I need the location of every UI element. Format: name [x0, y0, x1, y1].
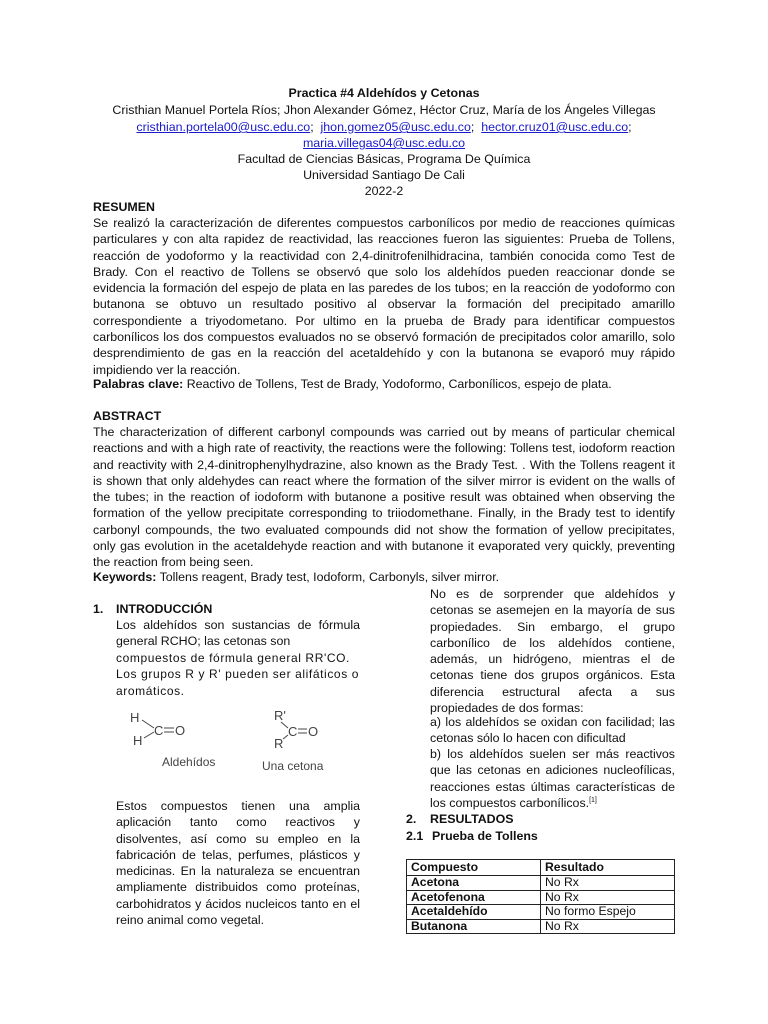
table-cell-compound: Acetona [407, 876, 541, 891]
results-number: 2. [406, 812, 417, 826]
intro-paragraph-1a: Los aldehídos son sustancias de fórmula general RCHO; las cetonas son [116, 618, 360, 649]
aldehyde-structure [128, 708, 208, 758]
intro-number: 1. [93, 602, 104, 616]
table-row [407, 890, 675, 905]
intro-paragraph-1b: compuestos de fórmula general RR'CO. Los grupos R y R' pueden ser alifáticos o aromáticos. [116, 651, 360, 698]
ketone-r: R [274, 736, 284, 751]
resumen-heading: RESUMEN [93, 200, 155, 214]
palabras-clave-label: Palabras clave: [93, 377, 184, 391]
ketone-structure [272, 706, 352, 756]
email-line-2 [90, 135, 678, 151]
table-cell-compound: Acetofenona [407, 890, 541, 905]
aldehyde-h-bottom: H [133, 733, 143, 748]
intro-point-b-text: b) los aldehídos suelen ser más reactivos que las cetonas en adiciones nucleofílicas, reacciones estas últimas características de los compuestos carbonílicos. [430, 747, 675, 810]
email-separator: ; [628, 120, 632, 134]
email-line-1 [90, 119, 678, 135]
table-header-resultado: Resultado [541, 860, 675, 876]
author-list: Cristhian Manuel Portela Ríos; Jhon Alexander Gómez, Héctor Cruz, María de los Ángeles Villegas [112, 103, 656, 117]
abstract-heading: ABSTRACT [93, 409, 162, 423]
year: 2022-2 [364, 184, 404, 198]
palabras-clave-text: Reactivo de Tollens, Test de Brady, Yodoformo, Carbonílicos, espejo de plata. [186, 377, 612, 391]
table-row [407, 876, 675, 891]
tollens-results-table [406, 859, 675, 934]
tollens-number: 2.1 [406, 829, 424, 843]
university: Universidad Santiago De Cali [303, 168, 465, 182]
tollens-heading: Prueba de Tollens [432, 829, 538, 843]
keywords [93, 569, 675, 585]
intro-paragraph-2: Estos compuestos tienen una amplia aplicación tanto como reactivos y disolventes, así como su empleo en la fabricación de telas, perfumes, plásticos y medicinas. En la naturaleza se encuentran ampliamente distribuidos como proteínas, carbohidratos y ácidos nucleicos tanto en el reino animal como vegetal. [116, 799, 360, 928]
table-cell-compound: Butanona [407, 919, 541, 934]
citation-ref[interactable]: [1] [589, 796, 597, 804]
faculty: Facultad de Ciencias Básicas, Programa De Química [237, 152, 531, 166]
resumen-text: Se realizó la caracterización de diferentes compuestos carbonílicos por medio de reacciones químicas particulares y con alta rapidez de reactividad, las reacciones fueron las siguientes: Prueba de Tollens, reacción de yodoformo y la reactividad con 2,4-dinitrofenilhidracina, también conocida como Test de Brady. Con el reactivo de Tollens se observó que solo los aldehídos pueden reaccionar donde se evidencia la formación del espejo de plata en las paredes de los tubos; en la reacción de yodoformo con butanona se obtuvo un resultado positivo al observar la formación del precipitado amarillo correspondiente a triyodometano. Por ultimo en la prueba de Brady para identificar compuestos carbonílicos los dos compuestos evaluados no se observó formación de precipitados color amarillo, solo desprendimiento de gas en la reacción del acetaldehído y con la butanona se evaporó muy rápido impidiendo ver la reacción. [93, 216, 675, 377]
intro-point-a: a) los aldehídos se oxidan con facilidad; las cetonas sólo lo hacen con dificultad [430, 715, 675, 746]
table-header-compuesto: Compuesto [407, 860, 541, 876]
results-heading: RESULTADOS [430, 812, 514, 826]
ketone-r-prime: R' [274, 708, 286, 723]
intro-point-b [430, 746, 675, 811]
aldehyde-carbon: C [154, 723, 164, 738]
keywords-text: Tollens reagent, Brady test, Iodoform, Carbonyls, silver mirror. [159, 570, 500, 584]
aldehyde-h-top: H [130, 710, 140, 725]
palabras-clave [93, 376, 675, 392]
email-link-gomez[interactable]: jhon.gomez05@usc.edu.co [320, 120, 471, 134]
email-separator: ; [310, 120, 314, 134]
table-row [407, 905, 675, 920]
email-link-portela[interactable]: cristhian.portela00@usc.edu.co [136, 120, 311, 134]
paper-title: Practica #4 Aldehídos y Cetonas [288, 86, 480, 100]
table-cell-result: No formo Espejo [541, 905, 675, 920]
keywords-label: Keywords: [93, 570, 157, 584]
table-row [407, 919, 675, 934]
ketone-oxygen: O [308, 724, 319, 739]
table-cell-result: No Rx [541, 876, 675, 891]
intro-right-paragraph: No es de sorprender que aldehídos y cetonas se asemejen en la mayoría de sus propiedades. Sin embargo, el grupo carbonílico de los aldehídos contiene, además, un hidrógeno, mientras el de cetonas tiene dos grupos orgánicos. Esta diferencia estructural afecta a sus propiedades de dos formas: [430, 587, 675, 716]
table-cell-result: No Rx [541, 919, 675, 934]
ketone-carbon: C [288, 724, 298, 739]
ketone-caption: Una cetona [262, 759, 324, 773]
email-link-villegas[interactable]: maria.villegas04@usc.edu.co [302, 136, 466, 150]
table-cell-result: No Rx [541, 890, 675, 905]
table-cell-compound: Acetaldehído [407, 905, 541, 920]
email-link-cruz[interactable]: hector.cruz01@usc.edu.co [481, 120, 629, 134]
table-header-row [407, 860, 675, 876]
aldehyde-oxygen: O [175, 723, 186, 738]
intro-heading: INTRODUCCIÓN [116, 602, 213, 616]
abstract-text: The characterization of different carbonyl compounds was carried out by means of particular chemical reactions and with a high rate of reactivity, the reactions were the following: Tollens test, iodoform reaction and reactivity with 2,4-dinitrophenylhydrazine, also known as the Brady Test. . With the Tollens reagent it is shown that only aldehydes can react where the formation of the silver mirror is evident on the walls of the tubes; in the reaction of iodoform with butanone a positive result was obtained when observing the formation of the yellow precipitate corresponding to triiodomethane. Finally, in the Brady test to identify carbonyl compounds, the two evaluated compounds did not show the formation of yellow precipitates, only gas evolution in the acetaldehyde reaction and with butanone it evaporated very quickly, preventing the reaction from being seen. [93, 425, 675, 570]
aldehyde-caption: Aldehídos [162, 755, 216, 769]
email-separator: ; [470, 120, 475, 134]
